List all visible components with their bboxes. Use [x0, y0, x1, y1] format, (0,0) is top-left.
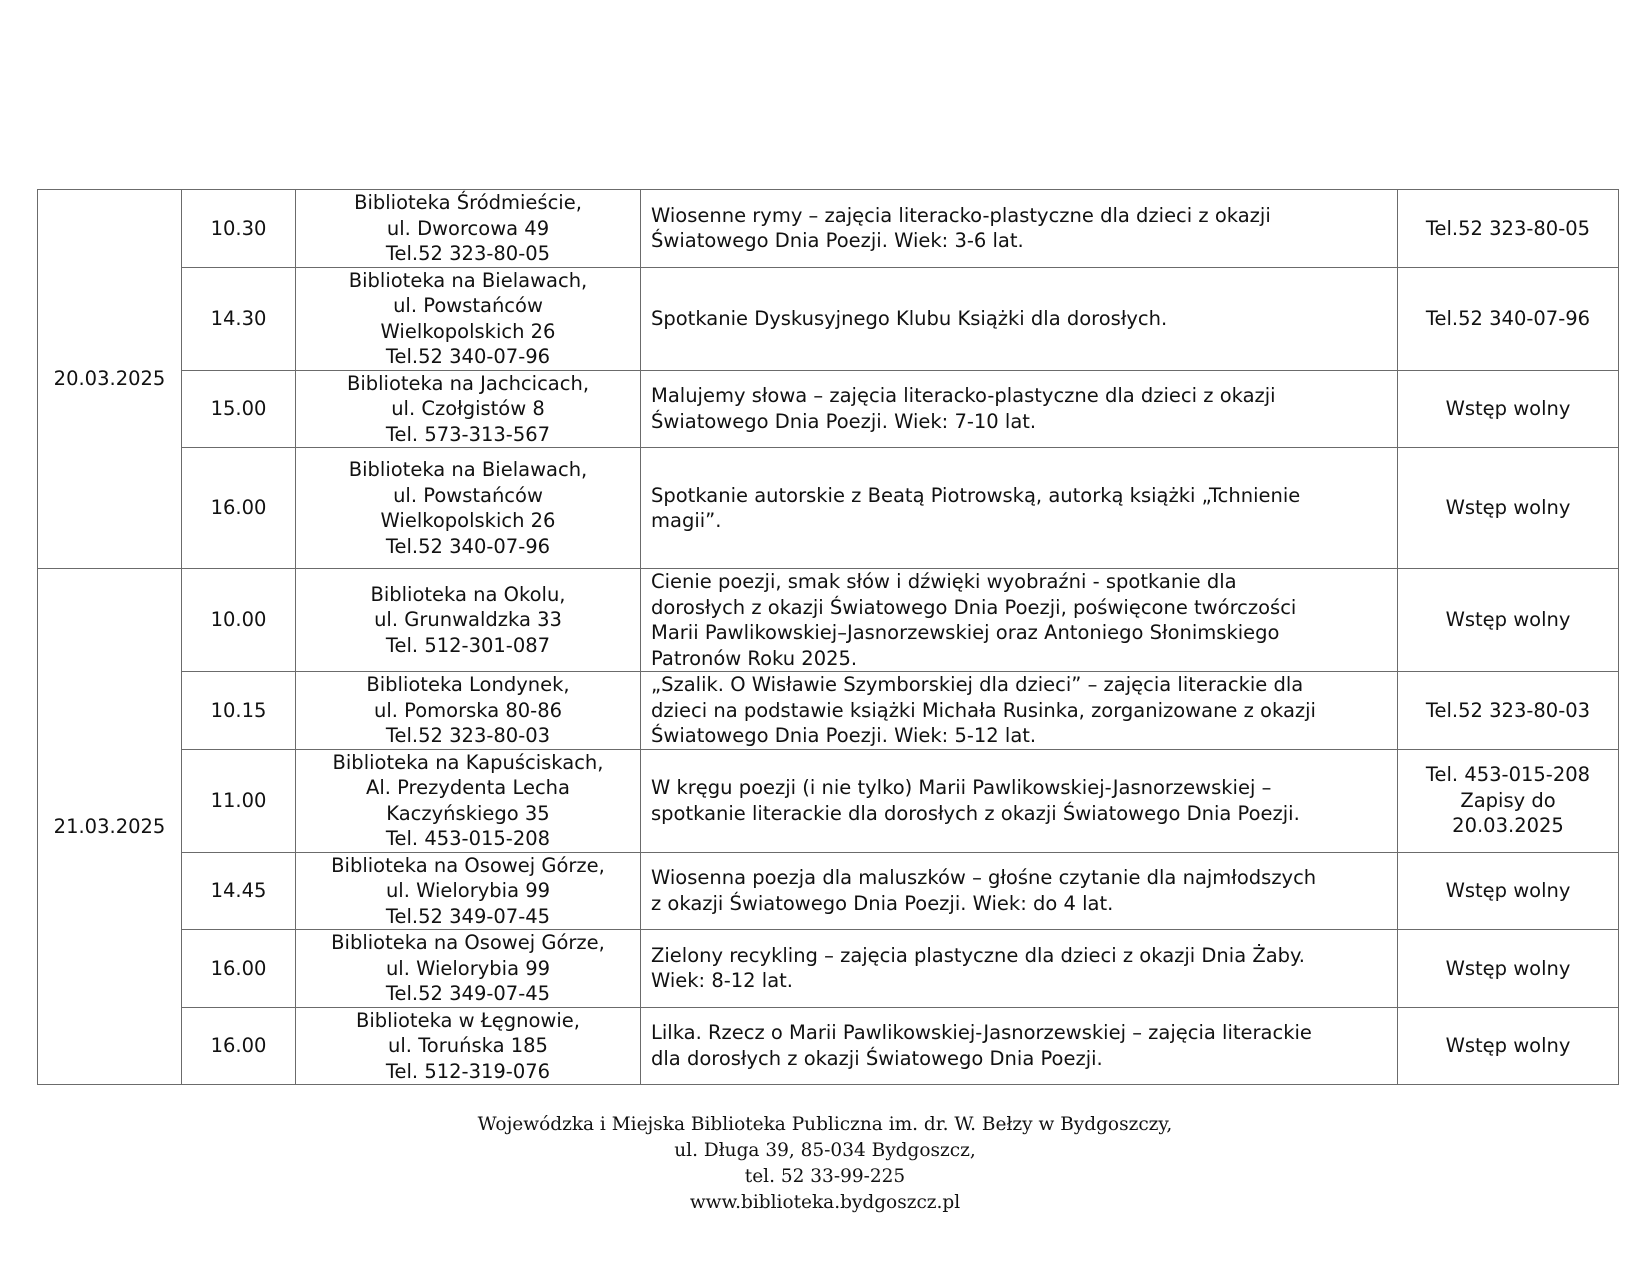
- event-description-line: Spotkanie Dyskusyjnego Klubu Książki dla dorosłych.: [651, 306, 1168, 330]
- event-contact: [1398, 190, 1619, 268]
- event-time: 11.00: [182, 749, 296, 852]
- event-location-line: ul. Powstańców: [393, 294, 543, 317]
- event-location: [296, 749, 641, 852]
- event-description-line: Światowego Dnia Poezji. Wiek: 5-12 lat.: [651, 724, 1037, 747]
- event-description-line: Światowego Dnia Poezji. Wiek: 7-10 lat.: [651, 409, 1037, 433]
- event-location-line: Biblioteka na Okolu,: [370, 582, 566, 606]
- event-location-line: Tel.52 340-07-96: [385, 534, 551, 558]
- event-description-line: dorosłych z okazji Światowego Dnia Poezji, poświęcone twórczości: [651, 595, 1297, 619]
- event-description-line: Zielony recykling – zajęcia plastyczne dla dzieci z okazji Dnia Żaby.: [651, 943, 1305, 967]
- event-time: 10.15: [182, 672, 296, 750]
- event-description: [641, 749, 1398, 852]
- event-contact: [1398, 930, 1619, 1008]
- event-location: [296, 448, 641, 569]
- event-date: 21.03.2025: [38, 569, 182, 1085]
- event-description-line: Światowego Dnia Poezji. Wiek: 3-6 lat.: [651, 229, 1024, 253]
- event-description-line: Spotkanie autorskie z Beatą Piotrowską, autorką książki „Tchnienie: [651, 483, 1301, 507]
- footer-website: www.biblioteka.bydgoszcz.pl: [689, 1192, 961, 1213]
- event-location-line: Biblioteka w Łęgnowie,: [355, 1008, 580, 1032]
- event-description-line: Wiek: 8-12 lat.: [651, 969, 793, 993]
- event-location-line: Biblioteka na Kapuściskach,: [332, 750, 604, 774]
- event-date: 20.03.2025: [38, 190, 182, 569]
- event-contact: [1398, 569, 1619, 672]
- event-row: [38, 569, 1619, 672]
- event-location: [296, 852, 641, 930]
- event-description: [641, 370, 1398, 448]
- event-location-line: ul. Toruńska 185: [388, 1034, 548, 1057]
- event-location-line: Biblioteka na Bielawach,: [348, 458, 588, 481]
- event-contact: [1398, 267, 1619, 370]
- event-contact-line: Tel.52 323-80-05: [1425, 216, 1591, 240]
- event-location-line: Biblioteka Londynek,: [366, 673, 570, 696]
- event-time: 14.30: [182, 267, 296, 370]
- event-row: [38, 370, 1619, 448]
- event-location-line: ul. Dworcowa 49: [386, 216, 550, 240]
- event-location-line: Tel. 453-015-208: [385, 827, 551, 850]
- event-time: 10.30: [182, 190, 296, 268]
- footer-institution: Wojewódzka i Miejska Biblioteka Publiczna im. dr. W. Bełzy w Bydgoszczy,: [477, 1114, 1173, 1135]
- event-contact-line: Tel.52 340-07-96: [1425, 306, 1591, 330]
- event-time: 10.00: [182, 569, 296, 672]
- event-description-line: dzieci na podstawie książki Michała Rusinka, zorganizowane z okazji: [651, 698, 1316, 722]
- event-description-line: magii”.: [651, 509, 722, 532]
- event-location-line: Tel.52 323-80-03: [385, 724, 551, 747]
- event-description-line: Wiosenna poezja dla maluszków – głośne czytanie dla najmłodszych: [651, 866, 1317, 890]
- event-location-line: Tel.52 349-07-45: [385, 982, 551, 1005]
- event-contact-line: Wstęp wolny: [1445, 1034, 1571, 1057]
- event-description: [641, 852, 1398, 930]
- event-location-line: Biblioteka na Osowej Górze,: [331, 853, 605, 877]
- event-description: [641, 448, 1398, 569]
- event-contact: [1398, 370, 1619, 448]
- event-contact: [1398, 852, 1619, 930]
- event-description-line: dla dorosłych z okazji Światowego Dnia Poezji.: [651, 1046, 1103, 1070]
- event-location-line: Tel. 512-319-076: [385, 1059, 551, 1083]
- event-location: [296, 267, 641, 370]
- event-row: [38, 267, 1619, 370]
- event-location-line: Wielkopolskich 26: [380, 319, 556, 343]
- event-location-line: ul. Czołgistów 8: [391, 397, 545, 420]
- event-contact-line: Wstęp wolny: [1445, 956, 1571, 980]
- events-table-body: [38, 190, 1619, 1085]
- event-location-line: Tel.52 349-07-45: [385, 904, 551, 928]
- event-location: [296, 190, 641, 268]
- event-row: [38, 1007, 1619, 1085]
- events-table: [37, 189, 1619, 1085]
- event-location-line: Kaczyńskiego 35: [386, 801, 550, 825]
- event-location: [296, 930, 641, 1008]
- event-description: [641, 1007, 1398, 1085]
- event-description-line: Marii Pawlikowskiej–Jasnorzewskiej oraz Antoniego Słonimskiego: [651, 621, 1280, 644]
- event-location-line: Tel.52 323-80-05: [385, 242, 551, 265]
- event-description-line: Cienie poezji, smak słów i dźwięki wyobraźni - spotkanie dla: [651, 570, 1237, 593]
- event-contact-line: Wstęp wolny: [1445, 879, 1571, 902]
- event-contact: [1398, 1007, 1619, 1085]
- event-description-line: W kręgu poezji (i nie tylko) Marii Pawlikowskiej-Jasnorzewskiej –: [651, 776, 1272, 799]
- event-row: [38, 448, 1619, 569]
- event-location-line: Wielkopolskich 26: [380, 509, 556, 532]
- event-description: [641, 672, 1398, 750]
- event-location: [296, 672, 641, 750]
- event-contact-line: Wstęp wolny: [1445, 397, 1571, 420]
- event-location-line: Biblioteka na Osowej Górze,: [331, 931, 605, 954]
- event-description: [641, 930, 1398, 1008]
- event-location: [296, 569, 641, 672]
- event-time: 16.00: [182, 448, 296, 569]
- event-description-line: Lilka. Rzecz o Marii Pawlikowskiej-Jasnorzewskiej – zajęcia literackie: [651, 1021, 1312, 1045]
- footer-phone: tel. 52 33-99-225: [744, 1166, 906, 1187]
- event-contact-line: Tel.52 323-80-03: [1425, 698, 1591, 722]
- event-row: [38, 852, 1619, 930]
- event-location-line: Tel. 573-313-567: [385, 422, 551, 446]
- event-description-line: spotkanie literackie dla dorosłych z okazji Światowego Dnia Poezji.: [651, 801, 1300, 825]
- event-contact: [1398, 749, 1619, 852]
- event-description-line: Wiosenne rymy – zajęcia literacko-plastyczne dla dzieci z okazji: [651, 203, 1271, 227]
- event-contact-line: 20.03.2025: [1452, 814, 1564, 838]
- event-time: 15.00: [182, 370, 296, 448]
- footer: [0, 1112, 1650, 1216]
- event-row: [38, 190, 1619, 268]
- event-description-line: Malujemy słowa – zajęcia literacko-plastyczne dla dzieci z okazji: [651, 384, 1276, 408]
- event-time: 14.45: [182, 852, 296, 930]
- event-time: 16.00: [182, 930, 296, 1008]
- event-contact: [1398, 448, 1619, 569]
- event-description: [641, 569, 1398, 672]
- footer-address: ul. Długa 39, 85-034 Bydgoszcz,: [674, 1140, 976, 1161]
- event-location-line: ul. Grunwaldzka 33: [374, 608, 562, 632]
- event-description: [641, 267, 1398, 370]
- event-contact-line: Tel. 453-015-208: [1425, 763, 1591, 787]
- event-location-line: Tel.52 340-07-96: [385, 345, 551, 368]
- event-location-line: ul. Wielorybia 99: [385, 879, 551, 902]
- event-description-line: z okazji Światowego Dnia Poezji. Wiek: do 4 lat.: [651, 891, 1114, 915]
- event-time: 16.00: [182, 1007, 296, 1085]
- event-contact: [1398, 672, 1619, 750]
- event-location-line: Tel. 512-301-087: [385, 633, 551, 657]
- event-description: [641, 190, 1398, 268]
- event-location-line: ul. Powstańców: [393, 483, 543, 507]
- event-location: [296, 370, 641, 448]
- event-location-line: Biblioteka Śródmieście,: [354, 191, 582, 214]
- event-location-line: ul. Wielorybia 99: [385, 956, 551, 980]
- event-location-line: ul. Pomorska 80-86: [373, 698, 563, 722]
- event-row: [38, 930, 1619, 1008]
- event-location-line: Biblioteka na Jachcicach,: [346, 371, 590, 395]
- event-contact-line: Zapisy do: [1460, 788, 1556, 812]
- event-description-line: Patronów Roku 2025.: [651, 646, 858, 670]
- event-description-line: „Szalik. O Wisławie Szymborskiej dla dzieci” – zajęcia literackie dla: [651, 673, 1304, 696]
- event-row: [38, 749, 1619, 852]
- event-contact-line: Wstęp wolny: [1445, 608, 1571, 632]
- event-row: [38, 672, 1619, 750]
- event-location-line: Al. Prezydenta Lecha: [365, 776, 570, 799]
- event-location-line: Biblioteka na Bielawach,: [348, 268, 588, 292]
- event-contact-line: Wstęp wolny: [1445, 496, 1571, 520]
- event-location: [296, 1007, 641, 1085]
